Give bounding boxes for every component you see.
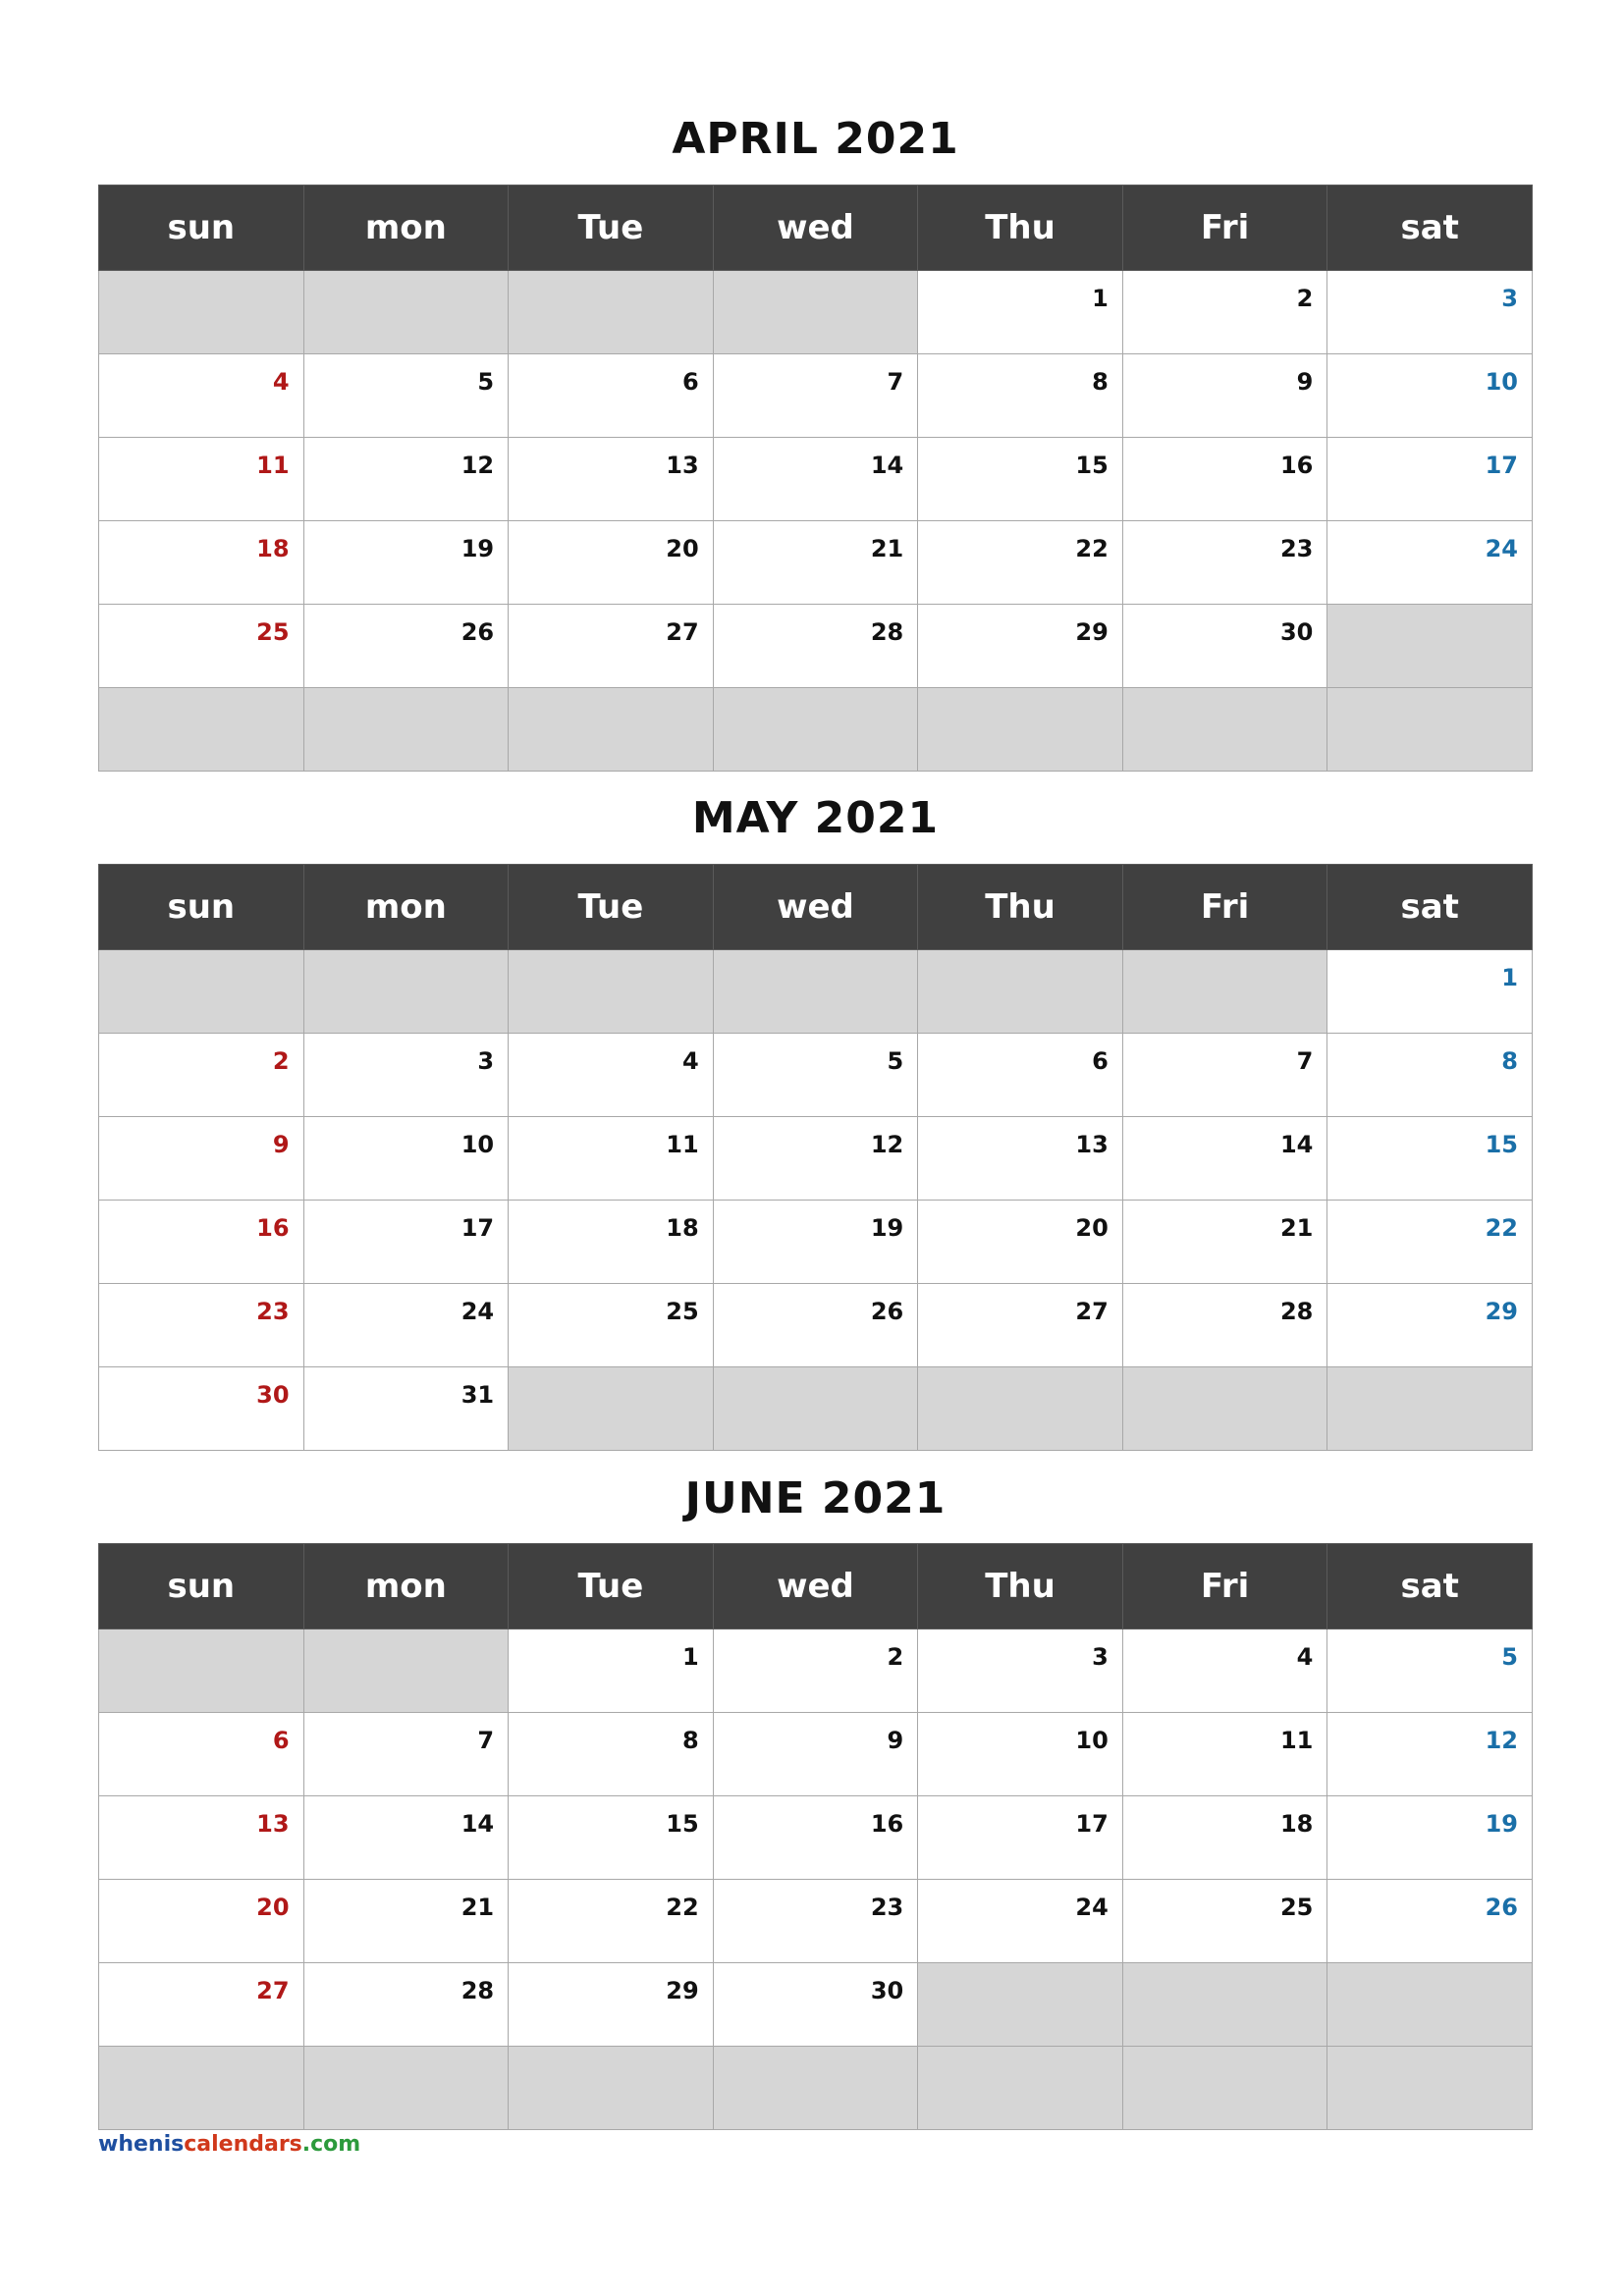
day-cell: 8 xyxy=(918,354,1123,438)
day-cell: 31 xyxy=(303,1367,509,1451)
month-title: MAY 2021 xyxy=(691,793,940,843)
empty-day-cell xyxy=(918,1367,1123,1451)
day-cell: 11 xyxy=(509,1117,714,1201)
empty-day-cell xyxy=(713,271,918,354)
week-row xyxy=(99,1034,1533,1117)
day-cell: 18 xyxy=(509,1201,714,1284)
day-cell: 11 xyxy=(1122,1713,1327,1796)
empty-day-cell xyxy=(303,950,509,1034)
day-cell: 13 xyxy=(918,1117,1123,1201)
day-cell: 22 xyxy=(509,1880,714,1963)
day-cell: 28 xyxy=(303,1963,509,2047)
empty-day-cell xyxy=(99,2047,304,2130)
week-row xyxy=(99,1796,1533,1880)
day-cell: 21 xyxy=(713,521,918,605)
weekday-header: sat xyxy=(1327,865,1533,950)
weekday-header-row xyxy=(99,865,1533,950)
day-cell: 7 xyxy=(1122,1034,1327,1117)
empty-day-cell xyxy=(1122,1367,1327,1451)
week-row xyxy=(99,354,1533,438)
day-cell: 16 xyxy=(99,1201,304,1284)
weekday-header: sun xyxy=(99,1544,304,1629)
day-cell: 23 xyxy=(99,1284,304,1367)
day-cell: 26 xyxy=(1327,1880,1533,1963)
day-cell: 3 xyxy=(918,1629,1123,1713)
day-cell: 9 xyxy=(1122,354,1327,438)
month-title: APRIL 2021 xyxy=(672,114,959,164)
week-row xyxy=(99,1201,1533,1284)
day-cell: 14 xyxy=(713,438,918,521)
empty-day-cell xyxy=(303,2047,509,2130)
day-cell: 5 xyxy=(303,354,509,438)
empty-day-cell xyxy=(509,271,714,354)
month-grid xyxy=(98,185,1533,772)
weekday-header: Fri xyxy=(1122,1544,1327,1629)
empty-day-cell xyxy=(713,688,918,772)
empty-day-cell xyxy=(1327,688,1533,772)
empty-day-cell xyxy=(713,950,918,1034)
week-row xyxy=(99,271,1533,354)
empty-day-cell xyxy=(1327,2047,1533,2130)
day-cell: 16 xyxy=(713,1796,918,1880)
weekday-header: sun xyxy=(99,186,304,271)
day-cell: 7 xyxy=(303,1713,509,1796)
day-cell: 9 xyxy=(99,1117,304,1201)
empty-day-cell xyxy=(918,950,1123,1034)
day-cell: 29 xyxy=(918,605,1123,688)
week-row xyxy=(99,1284,1533,1367)
day-cell: 12 xyxy=(713,1117,918,1201)
day-cell: 4 xyxy=(509,1034,714,1117)
weekday-header: wed xyxy=(713,1544,918,1629)
week-row xyxy=(99,2047,1533,2130)
weekday-header: Tue xyxy=(509,186,714,271)
week-row xyxy=(99,521,1533,605)
day-cell: 14 xyxy=(303,1796,509,1880)
day-cell: 18 xyxy=(1122,1796,1327,1880)
empty-day-cell xyxy=(509,2047,714,2130)
day-cell: 25 xyxy=(1122,1880,1327,1963)
day-cell: 5 xyxy=(1327,1629,1533,1713)
empty-day-cell xyxy=(99,950,304,1034)
day-cell: 23 xyxy=(1122,521,1327,605)
week-row xyxy=(99,1367,1533,1451)
day-cell: 24 xyxy=(1327,521,1533,605)
empty-day-cell xyxy=(1122,950,1327,1034)
day-cell: 11 xyxy=(99,438,304,521)
weekday-header: Tue xyxy=(509,1544,714,1629)
footer-link-part: calendars xyxy=(184,2132,302,2157)
empty-day-cell xyxy=(303,688,509,772)
day-cell: 8 xyxy=(1327,1034,1533,1117)
month-grid xyxy=(98,864,1533,1451)
weekday-header-row xyxy=(99,186,1533,271)
day-cell: 30 xyxy=(713,1963,918,2047)
day-cell: 17 xyxy=(303,1201,509,1284)
day-cell: 27 xyxy=(918,1284,1123,1367)
weekday-header: Fri xyxy=(1122,865,1327,950)
empty-day-cell xyxy=(99,271,304,354)
day-cell: 2 xyxy=(713,1629,918,1713)
day-cell: 24 xyxy=(303,1284,509,1367)
day-cell: 18 xyxy=(99,521,304,605)
week-row xyxy=(99,605,1533,688)
day-cell: 29 xyxy=(509,1963,714,2047)
day-cell: 20 xyxy=(99,1880,304,1963)
day-cell: 30 xyxy=(99,1367,304,1451)
empty-day-cell xyxy=(303,271,509,354)
footer-link-part: whenis xyxy=(98,2132,185,2157)
day-cell: 12 xyxy=(303,438,509,521)
day-cell: 26 xyxy=(303,605,509,688)
empty-day-cell xyxy=(1327,605,1533,688)
day-cell: 22 xyxy=(1327,1201,1533,1284)
weekday-header: sat xyxy=(1327,1544,1533,1629)
empty-day-cell xyxy=(1122,1963,1327,2047)
day-cell: 21 xyxy=(303,1880,509,1963)
day-cell: 4 xyxy=(1122,1629,1327,1713)
day-cell: 19 xyxy=(713,1201,918,1284)
empty-day-cell xyxy=(99,1629,304,1713)
weekday-header: mon xyxy=(303,186,509,271)
day-cell: 26 xyxy=(713,1284,918,1367)
empty-day-cell xyxy=(99,688,304,772)
empty-day-cell xyxy=(918,688,1123,772)
day-cell: 15 xyxy=(918,438,1123,521)
day-cell: 10 xyxy=(918,1713,1123,1796)
empty-day-cell xyxy=(713,1367,918,1451)
empty-day-cell xyxy=(509,1367,714,1451)
day-cell: 15 xyxy=(509,1796,714,1880)
day-cell: 2 xyxy=(1122,271,1327,354)
day-cell: 6 xyxy=(509,354,714,438)
week-row xyxy=(99,1880,1533,1963)
day-cell: 8 xyxy=(509,1713,714,1796)
day-cell: 25 xyxy=(509,1284,714,1367)
week-row xyxy=(99,1713,1533,1796)
weekday-header: sun xyxy=(99,865,304,950)
day-cell: 14 xyxy=(1122,1117,1327,1201)
footer-website-link[interactable] xyxy=(98,2132,360,2157)
day-cell: 7 xyxy=(713,354,918,438)
weekday-header: mon xyxy=(303,1544,509,1629)
empty-day-cell xyxy=(918,2047,1123,2130)
weekday-header: sat xyxy=(1327,186,1533,271)
day-cell: 3 xyxy=(303,1034,509,1117)
day-cell: 23 xyxy=(713,1880,918,1963)
day-cell: 24 xyxy=(918,1880,1123,1963)
month-title: JUNE 2021 xyxy=(684,1473,947,1523)
week-row xyxy=(99,688,1533,772)
empty-day-cell xyxy=(1327,1963,1533,2047)
day-cell: 29 xyxy=(1327,1284,1533,1367)
weekday-header: wed xyxy=(713,186,918,271)
week-row xyxy=(99,1963,1533,2047)
day-cell: 1 xyxy=(918,271,1123,354)
empty-day-cell xyxy=(509,950,714,1034)
day-cell: 6 xyxy=(918,1034,1123,1117)
weekday-header: Thu xyxy=(918,865,1123,950)
month-grid xyxy=(98,1543,1533,2130)
day-cell: 12 xyxy=(1327,1713,1533,1796)
day-cell: 27 xyxy=(509,605,714,688)
week-row xyxy=(99,1629,1533,1713)
day-cell: 19 xyxy=(1327,1796,1533,1880)
weekday-header: wed xyxy=(713,865,918,950)
day-cell: 2 xyxy=(99,1034,304,1117)
day-cell: 13 xyxy=(509,438,714,521)
weekday-header: Fri xyxy=(1122,186,1327,271)
day-cell: 28 xyxy=(713,605,918,688)
day-cell: 22 xyxy=(918,521,1123,605)
empty-day-cell xyxy=(918,1963,1123,2047)
day-cell: 9 xyxy=(713,1713,918,1796)
day-cell: 30 xyxy=(1122,605,1327,688)
day-cell: 17 xyxy=(1327,438,1533,521)
day-cell: 19 xyxy=(303,521,509,605)
day-cell: 15 xyxy=(1327,1117,1533,1201)
footer-link-part: .com xyxy=(301,2132,361,2157)
day-cell: 10 xyxy=(1327,354,1533,438)
empty-day-cell xyxy=(1122,688,1327,772)
day-cell: 5 xyxy=(713,1034,918,1117)
empty-day-cell xyxy=(303,1629,509,1713)
week-row xyxy=(99,950,1533,1034)
empty-day-cell xyxy=(509,688,714,772)
weekday-header: mon xyxy=(303,865,509,950)
day-cell: 1 xyxy=(1327,950,1533,1034)
empty-day-cell xyxy=(713,2047,918,2130)
day-cell: 20 xyxy=(918,1201,1123,1284)
empty-day-cell xyxy=(1122,2047,1327,2130)
day-cell: 17 xyxy=(918,1796,1123,1880)
weekday-header: Tue xyxy=(509,865,714,950)
day-cell: 27 xyxy=(99,1963,304,2047)
day-cell: 6 xyxy=(99,1713,304,1796)
weekday-header: Thu xyxy=(918,1544,1123,1629)
day-cell: 4 xyxy=(99,354,304,438)
weekday-header: Thu xyxy=(918,186,1123,271)
day-cell: 28 xyxy=(1122,1284,1327,1367)
day-cell: 13 xyxy=(99,1796,304,1880)
empty-day-cell xyxy=(1327,1367,1533,1451)
day-cell: 25 xyxy=(99,605,304,688)
day-cell: 1 xyxy=(509,1629,714,1713)
day-cell: 3 xyxy=(1327,271,1533,354)
week-row xyxy=(99,438,1533,521)
week-row xyxy=(99,1117,1533,1201)
day-cell: 21 xyxy=(1122,1201,1327,1284)
day-cell: 10 xyxy=(303,1117,509,1201)
weekday-header-row xyxy=(99,1544,1533,1629)
day-cell: 20 xyxy=(509,521,714,605)
day-cell: 16 xyxy=(1122,438,1327,521)
